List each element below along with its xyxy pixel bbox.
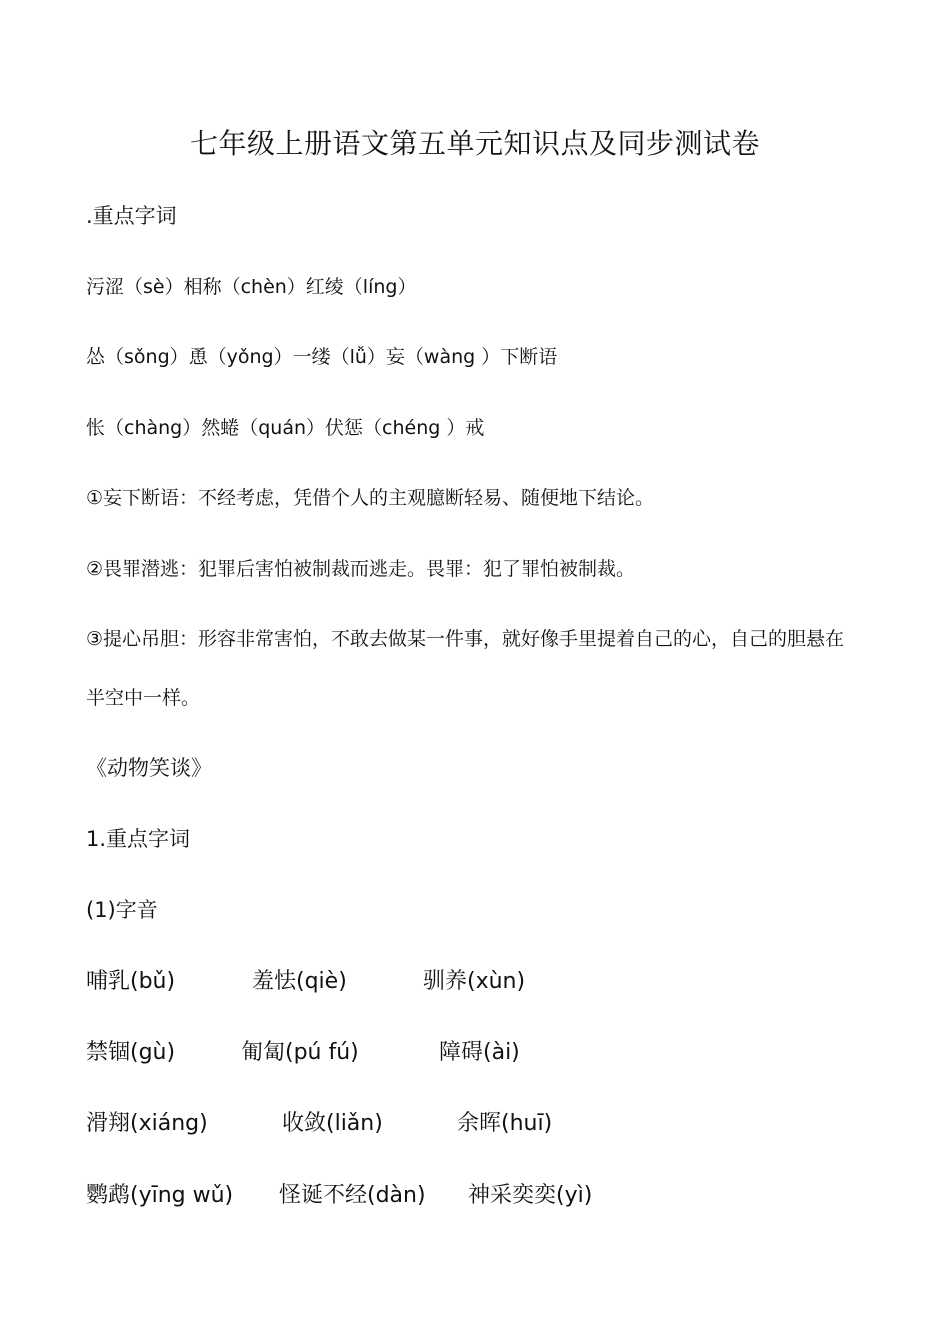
vocab-item: 余晖(huī) bbox=[457, 1111, 553, 1136]
vocab-item: 怪诞不经(dàn) bbox=[279, 1183, 426, 1208]
vocab-item: 禁锢(gù) bbox=[86, 1040, 176, 1065]
lesson-subheading-pronunciation: (1)字音 bbox=[86, 898, 158, 922]
vocab-item: 羞怯(qiè) bbox=[252, 969, 347, 994]
vocab-row bbox=[86, 1037, 520, 1069]
vocab-item: 收敛(liǎn) bbox=[282, 1111, 383, 1136]
definition-1: ①妄下断语：不经考虑，凭借个人的主观臆断轻易、随便地下结论。 bbox=[86, 487, 655, 509]
vocab-item: 匍匐(pú fú) bbox=[241, 1040, 359, 1065]
vocab-item: 滑翔(xiáng) bbox=[86, 1111, 208, 1136]
definition-3: ③提心吊胆：形容非常害怕，不敢去做某一件事，就好像手里提着自己的心，自己的胆悬在 bbox=[86, 628, 845, 650]
lesson-title: 《动物笑谈》 bbox=[86, 756, 212, 780]
vocab-row bbox=[86, 966, 525, 998]
vocab-item: 鹦鹉(yīng wǔ) bbox=[86, 1183, 234, 1208]
vocab-row bbox=[86, 1108, 552, 1140]
vocab-row bbox=[86, 1180, 592, 1212]
pinyin-line-3: 怅（chàng）然蜷（quán）伏惩（chéng ）戒 bbox=[86, 417, 485, 439]
vocab-item: 驯养(xùn) bbox=[423, 969, 526, 994]
lesson-heading-key-words: 1.重点字词 bbox=[86, 827, 191, 851]
vocab-item: 神采奕奕(yì) bbox=[468, 1183, 593, 1208]
section-heading-key-words: .重点字词 bbox=[86, 204, 177, 228]
vocab-item: 哺乳(bǔ) bbox=[86, 969, 176, 994]
definition-2: ②畏罪潜逃：犯罪后害怕被制裁而逃走。畏罪：犯了罪怕被制裁。 bbox=[86, 558, 636, 580]
document-title: 七年级上册语文第五单元知识点及同步测试卷 bbox=[189, 127, 760, 160]
pinyin-line-1: 污涩（sè）相称（chèn）红绫（líng） bbox=[86, 276, 417, 298]
vocab-item: 障碍(ài) bbox=[439, 1040, 520, 1065]
definition-3-continued: 半空中一样。 bbox=[86, 687, 201, 709]
pinyin-line-2: 怂（sǒng）恿（yǒng）一缕（lǚ）妄（wàng ）下断语 bbox=[86, 346, 558, 368]
